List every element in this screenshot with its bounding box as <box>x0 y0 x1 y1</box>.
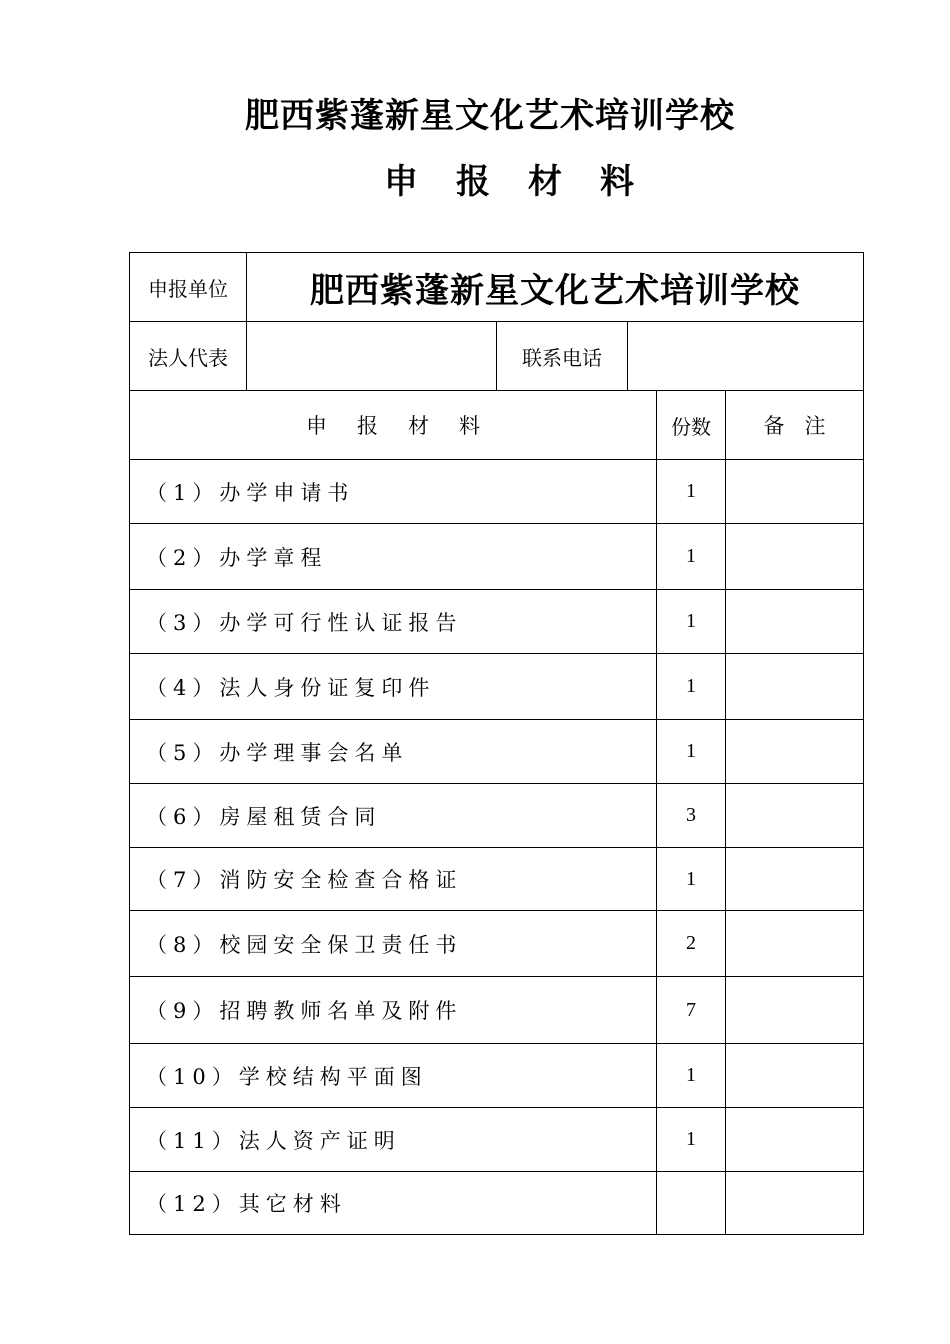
materials-header-row <box>130 391 864 460</box>
table-row <box>130 1172 864 1235</box>
table-row <box>130 524 864 590</box>
item-name: （7）消防安全检查合格证 <box>130 848 657 911</box>
unit-row <box>130 253 864 322</box>
item-remark[interactable] <box>726 590 864 654</box>
phone-label: 联系电话 <box>497 322 628 391</box>
table-row <box>130 848 864 911</box>
item-name: （8）校园安全保卫责任书 <box>130 911 657 977</box>
table-row <box>130 911 864 977</box>
item-remark[interactable] <box>726 848 864 911</box>
item-count: 7 <box>657 977 726 1044</box>
item-count: 1 <box>657 848 726 911</box>
item-count: 1 <box>657 654 726 720</box>
remark-header: 备注 <box>726 391 864 460</box>
count-header: 份数 <box>657 391 726 460</box>
item-remark[interactable] <box>726 654 864 720</box>
item-count: 1 <box>657 590 726 654</box>
item-name: （1）办学申请书 <box>130 460 657 524</box>
item-remark[interactable] <box>726 524 864 590</box>
item-name: （11）法人资产证明 <box>130 1108 657 1172</box>
application-form-table <box>129 252 864 1235</box>
item-count: 1 <box>657 1108 726 1172</box>
item-name: （12）其它材料 <box>130 1172 657 1235</box>
legal-rep-value[interactable] <box>247 322 497 391</box>
phone-value[interactable] <box>628 322 864 391</box>
item-remark[interactable] <box>726 1044 864 1108</box>
table-row <box>130 460 864 524</box>
item-remark[interactable] <box>726 911 864 977</box>
table-row <box>130 654 864 720</box>
legal-rep-row <box>130 322 864 391</box>
table-row <box>130 977 864 1044</box>
item-count: 1 <box>657 524 726 590</box>
item-name: （10）学校结构平面图 <box>130 1044 657 1108</box>
document-title: 肥西紫蓬新星文化艺术培训学校 <box>245 96 735 136</box>
item-name: （9）招聘教师名单及附件 <box>130 977 657 1044</box>
table-row <box>130 1108 864 1172</box>
item-count: 3 <box>657 784 726 848</box>
item-name: （2）办学章程 <box>130 524 657 590</box>
table-row <box>130 720 864 784</box>
table-row <box>130 784 864 848</box>
item-remark[interactable] <box>726 720 864 784</box>
document-subtitle: 申报材料 <box>384 162 672 202</box>
item-remark[interactable] <box>726 1108 864 1172</box>
item-remark[interactable] <box>726 784 864 848</box>
item-count <box>657 1172 726 1235</box>
item-count: 1 <box>657 1044 726 1108</box>
item-count: 1 <box>657 720 726 784</box>
item-name: （5）办学理事会名单 <box>130 720 657 784</box>
unit-label: 申报单位 <box>130 253 247 322</box>
materials-header: 申报材料 <box>130 391 657 460</box>
table-row <box>130 590 864 654</box>
item-name: （6）房屋租赁合同 <box>130 784 657 848</box>
item-name: （3）办学可行性认证报告 <box>130 590 657 654</box>
item-remark[interactable] <box>726 1172 864 1235</box>
legal-rep-label: 法人代表 <box>130 322 247 391</box>
item-count: 2 <box>657 911 726 977</box>
item-name: （4）法人身份证复印件 <box>130 654 657 720</box>
item-remark[interactable] <box>726 977 864 1044</box>
item-count: 1 <box>657 460 726 524</box>
item-remark[interactable] <box>726 460 864 524</box>
table-row <box>130 1044 864 1108</box>
unit-value: 肥西紫蓬新星文化艺术培训学校 <box>247 253 864 322</box>
